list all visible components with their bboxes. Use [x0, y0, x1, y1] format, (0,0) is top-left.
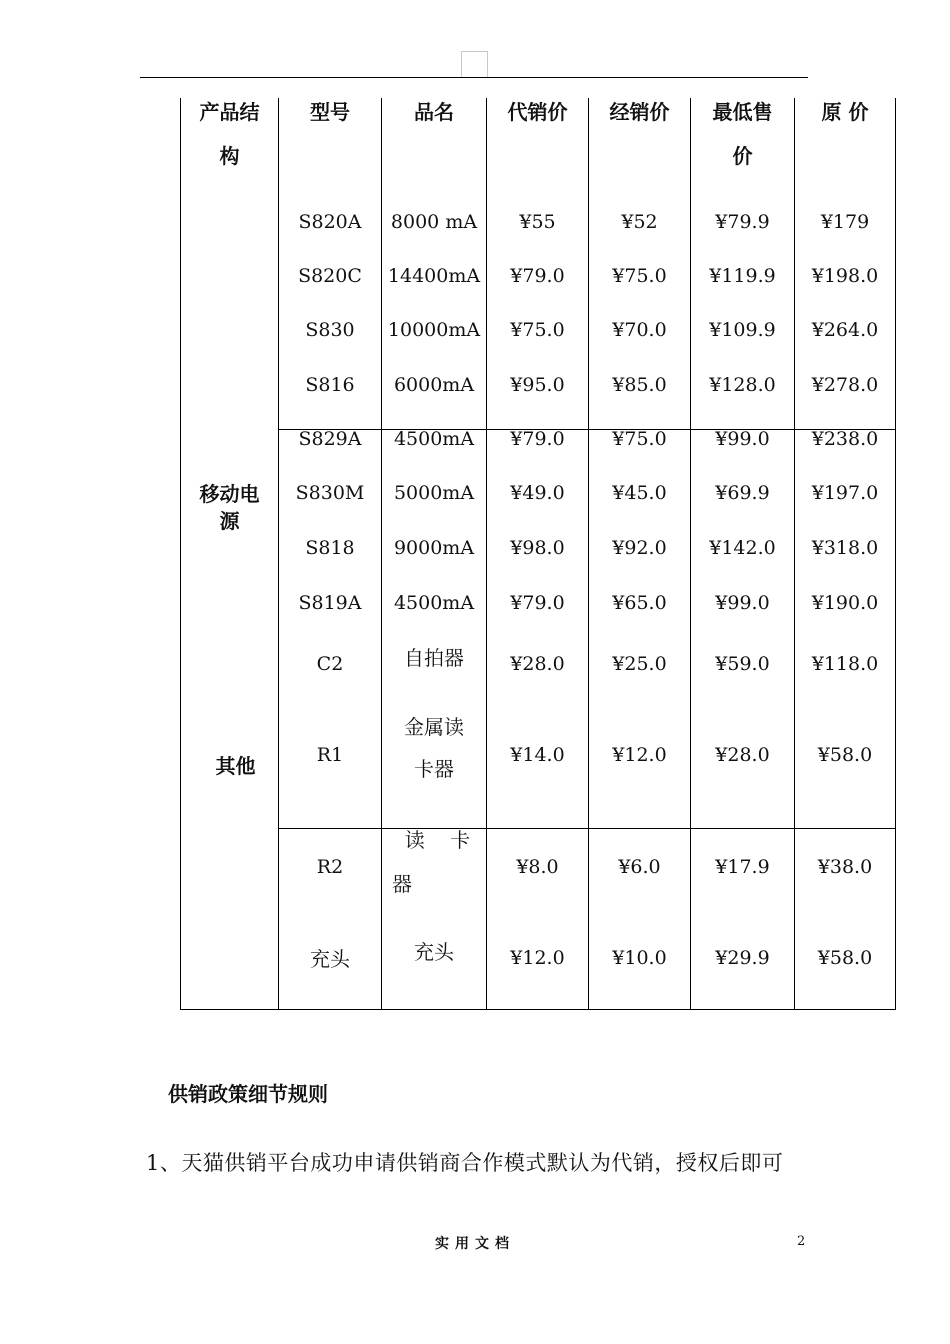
table-cell-model: R1 — [316, 744, 344, 766]
table-cell-consign: ¥28.0 — [510, 653, 565, 675]
table-cell-min-price: ¥69.9 — [715, 482, 770, 504]
header-consignment-price: 代销价 — [507, 100, 568, 124]
table-cell-name: 9000mA — [393, 537, 475, 559]
table-cell-consign: ¥98.0 — [510, 537, 565, 559]
table-cell-min-price: ¥59.0 — [715, 653, 770, 675]
header-original-price: 原 价 — [821, 100, 869, 124]
table-cell-dealer: ¥65.0 — [612, 592, 667, 614]
category-power-bank: 移动电 源 — [199, 482, 260, 533]
table-cell-dealer: ¥10.0 — [612, 947, 667, 969]
table-cell-consign: ¥95.0 — [510, 374, 565, 396]
table-cell-consign: ¥8.0 — [516, 856, 559, 878]
header-model: 型号 — [310, 100, 350, 124]
table-cell-original: ¥118.0 — [811, 653, 879, 675]
table-cell-consign: ¥79.0 — [510, 265, 565, 287]
table-cell-original: ¥197.0 — [811, 482, 879, 504]
table-cell-original: ¥198.0 — [811, 265, 879, 287]
table-cell-dealer: ¥52 — [621, 211, 658, 233]
header-product-structure: 产品结 构 — [199, 100, 260, 168]
table-cell-model: S830 — [305, 319, 355, 341]
table-cell-dealer: ¥45.0 — [612, 482, 667, 504]
table-cell-original: ¥190.0 — [811, 592, 879, 614]
table-cell-name: 6000mA — [393, 374, 475, 396]
table-cell-consign: ¥55 — [519, 211, 556, 233]
table-cell-min-price: ¥99.0 — [715, 428, 770, 450]
table-border-right — [895, 98, 896, 1010]
table-cell-min-price: ¥119.9 — [709, 265, 776, 287]
table-cell-name: 14400mA — [387, 265, 481, 287]
table-cell-name: 读 卡 器 — [392, 828, 471, 896]
header-rule — [140, 77, 808, 78]
table-cell-min-price: ¥29.9 — [715, 947, 770, 969]
table-cell-min-price: ¥128.0 — [709, 374, 776, 396]
table-cell-dealer: ¥92.0 — [612, 537, 667, 559]
table-cell-consign: ¥49.0 — [510, 482, 565, 504]
table-cell-original: ¥238.0 — [811, 428, 879, 450]
category-other: 其他 — [215, 754, 256, 778]
table-cell-model: S820C — [298, 265, 362, 287]
table-cell-consign: ¥12.0 — [510, 947, 565, 969]
policy-paragraph: 1、天猫供销平台成功申请供销商合作模式默认为代销，授权后即可 — [146, 1151, 784, 1175]
table-cell-model: S818 — [305, 537, 355, 559]
table-cell-original: ¥58.0 — [817, 947, 873, 969]
table-cell-model: S820A — [298, 211, 362, 233]
table-cell-name: 金属读 卡器 — [404, 715, 464, 781]
table-cell-min-price: ¥28.0 — [715, 744, 770, 766]
table-cell-dealer: ¥6.0 — [618, 856, 661, 878]
table-row-divider — [278, 828, 896, 829]
table-cell-name: 4500mA — [393, 592, 475, 614]
table-cell-consign: ¥14.0 — [510, 744, 565, 766]
table-cell-original: ¥318.0 — [811, 537, 879, 559]
table-cell-model: R2 — [316, 856, 344, 878]
table-cell-name: 自拍器 — [404, 646, 464, 670]
table-cell-dealer: ¥75.0 — [612, 265, 667, 287]
table-cell-name: 5000mA — [393, 482, 475, 504]
header-placeholder-box — [461, 51, 488, 78]
page-number: 2 — [797, 1234, 806, 1249]
table-cell-min-price: ¥142.0 — [709, 537, 776, 559]
table-border-bottom — [180, 1009, 896, 1010]
table-cell-model: C2 — [316, 653, 344, 675]
table-cell-consign: ¥79.0 — [510, 428, 565, 450]
table-border-left — [180, 98, 181, 1010]
header-minimum-price: 最低售 价 — [712, 100, 773, 168]
table-cell-name: 充头 — [414, 940, 454, 964]
table-cell-min-price: ¥99.0 — [715, 592, 770, 614]
table-cell-name: 8000 mA — [390, 211, 478, 233]
table-cell-model: 充头 — [310, 947, 350, 971]
table-cell-original: ¥38.0 — [817, 856, 873, 878]
table-cell-model: S816 — [305, 374, 355, 396]
table-cell-min-price: ¥109.9 — [709, 319, 776, 341]
table-cell-original: ¥58.0 — [817, 744, 873, 766]
table-cell-model: S830M — [295, 482, 365, 504]
table-cell-original: ¥179 — [820, 211, 870, 233]
table-cell-dealer: ¥70.0 — [612, 319, 667, 341]
header-product-name: 品名 — [414, 100, 454, 124]
table-cell-dealer: ¥12.0 — [612, 744, 667, 766]
header-dealer-price: 经销价 — [609, 100, 670, 124]
table-cell-consign: ¥79.0 — [510, 592, 565, 614]
footer-label: 实用文档 — [435, 1236, 515, 1252]
table-cell-consign: ¥75.0 — [510, 319, 565, 341]
table-cell-dealer: ¥25.0 — [612, 653, 667, 675]
table-cell-model: S829A — [298, 428, 362, 450]
table-cell-min-price: ¥79.9 — [715, 211, 770, 233]
table-cell-dealer: ¥85.0 — [612, 374, 667, 396]
section-title: 供销政策细节规则 — [168, 1082, 328, 1106]
table-cell-original: ¥264.0 — [811, 319, 879, 341]
table-cell-model: S819A — [298, 592, 362, 614]
table-cell-name: 4500mA — [393, 428, 475, 450]
table-cell-dealer: ¥75.0 — [612, 428, 667, 450]
table-cell-min-price: ¥17.9 — [715, 856, 770, 878]
table-cell-name: 10000mA — [387, 319, 481, 341]
table-cell-original: ¥278.0 — [811, 374, 879, 396]
